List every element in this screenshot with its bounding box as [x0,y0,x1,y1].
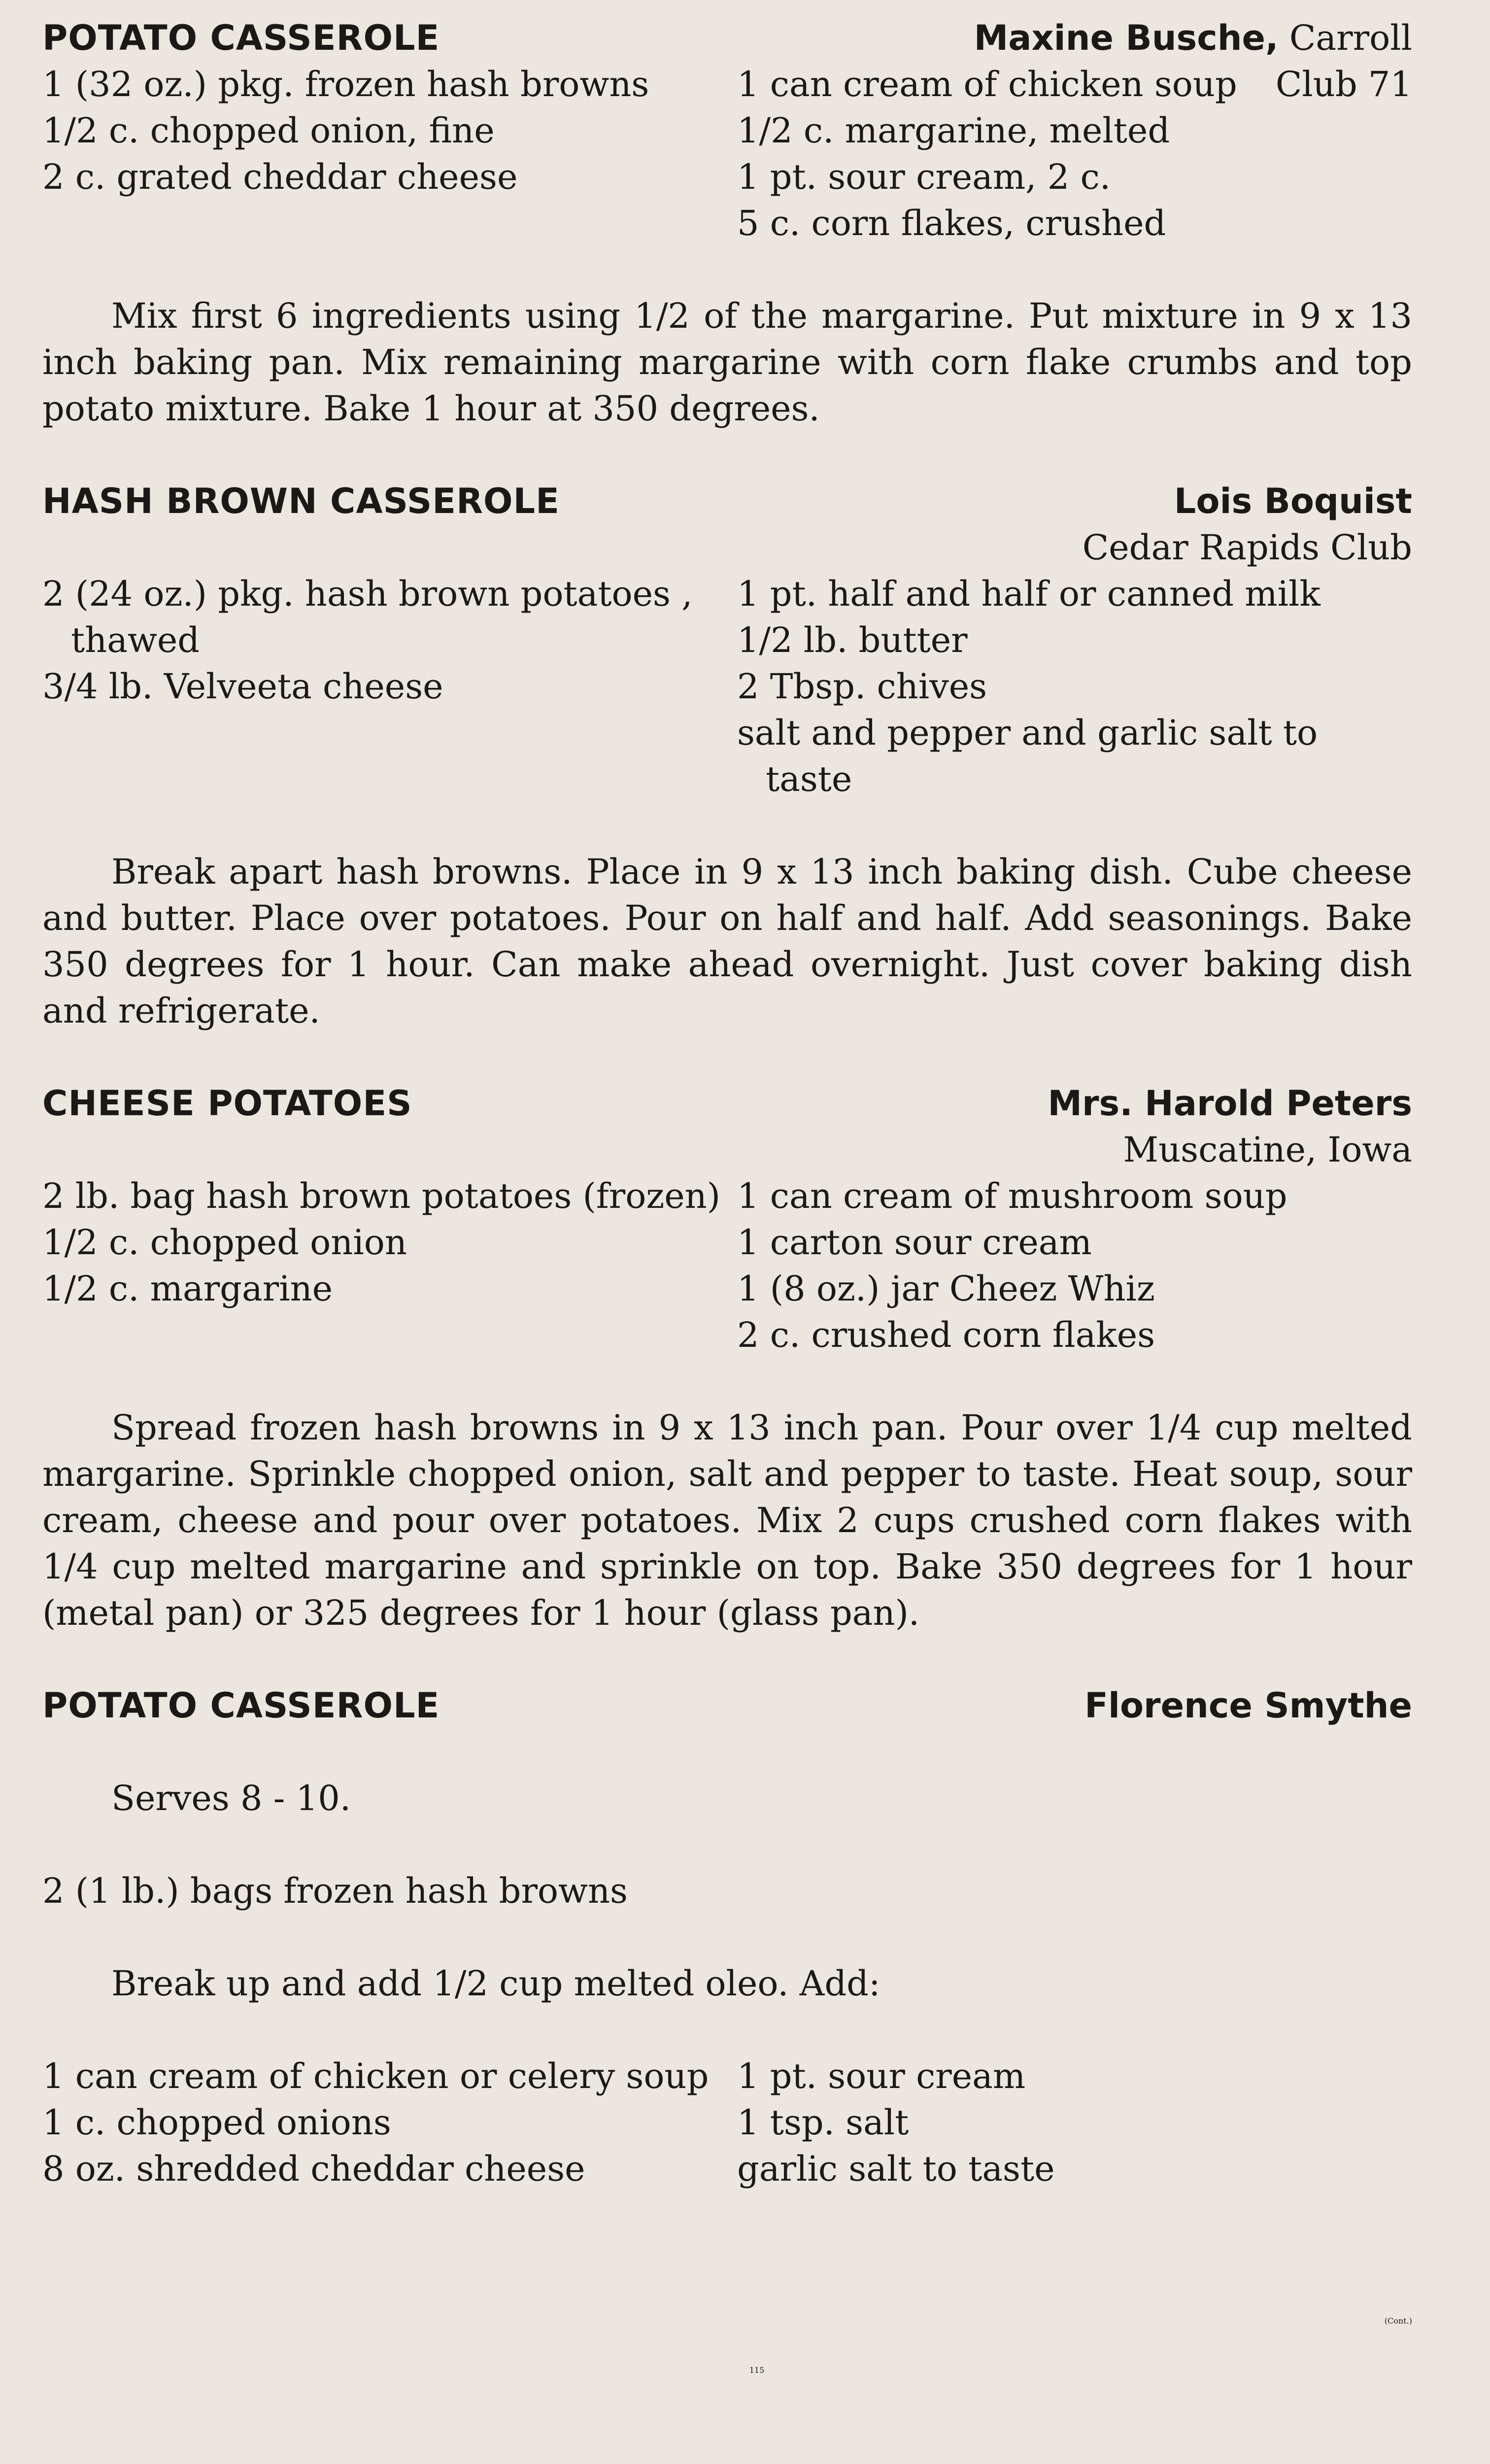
ingredient: 2 Tbsp. chives [737,666,987,707]
contributor-name: Maxine Busche, [974,18,1279,58]
ingredient: 1/2 lb. butter [737,620,968,660]
contributor-club: Club 71 [1275,64,1412,104]
contributor-name: Lois Boquist [1174,481,1412,521]
recipe-title: CHEESE POTATOES [42,1083,412,1124]
contributor-club: Cedar Rapids Club [1082,527,1412,568]
recipe-contributor [1048,1080,1412,1173]
ingredients [42,61,1412,246]
ingredient: 1 tsp. salt [737,2102,909,2143]
contributor-name: Florence Smythe [1084,1685,1412,1726]
continued-note: (Cont.) [1384,2316,1412,2326]
recipe-hash-brown-casserole [42,478,1412,1034]
contributor-location: Muscatine, Iowa [1123,1129,1412,1170]
ingredient: 2 (1 lb.) bags frozen hash browns [42,1871,628,1911]
ingredient: 1/2 c. margarine [42,1268,333,1309]
recipe-directions: Break apart hash browns. Place in 9 x 13 inch baking dish. Cube cheese and butter. Place over potatoes. Pour on half and half. Add seasonings. Bake 350 degrees for 1 hour. Can make ahead overnight. Just cover baking dish and refrigerate. [42,852,1412,1031]
ingredient: 1 can cream of mushroom soup [737,1176,1287,1216]
ingredient: 1 c. chopped onions [42,2102,391,2143]
ingredient: 2 c. grated cheddar cheese [42,157,518,197]
ingredient: 1/2 c. chopped onion [42,1222,407,1263]
recipe-instruction: Break up and add 1/2 cup melted oleo. Add: [111,1963,880,2004]
ingredient: 1 can cream of chicken or celery soup [42,2056,709,2096]
ingredient: 1/2 c. margarine, melted [737,110,1170,151]
ingredient: 2 lb. bag hash brown potatoes (frozen) [42,1176,721,1216]
ingredients-right-column [737,2053,1412,2192]
recipe-cheese-potatoes [42,1080,1412,1636]
ingredient: 1 (32 oz.) pkg. frozen hash browns [42,64,649,104]
ingredients [42,2053,1412,2192]
ingredient: 2 c. crushed corn flakes [737,1315,1155,1355]
ingredient: 1 (8 oz.) jar Cheez Whiz [737,1268,1155,1309]
ingredients-left-column [42,61,737,246]
recipe-serves: Serves 8 - 10. [111,1778,351,1818]
ingredient: 1 pt. sour cream [737,2056,1026,2096]
ingredient: 1/2 c. chopped onion, fine [42,110,495,151]
ingredient: salt and pepper and garlic salt to taste [737,713,1318,799]
ingredients-left-column [42,2053,737,2192]
recipe-header [42,1080,1412,1173]
ingredients-left-column [42,571,737,802]
recipe-title: POTATO CASSEROLE [42,18,440,58]
ingredient: 1 can cream of chicken soup [737,64,1237,104]
spacer [42,1914,1412,1960]
ingredient: 5 c. corn flakes, crushed [737,203,1166,243]
ingredient: 8 oz. shredded cheddar cheese [42,2149,585,2189]
recipe-directions: Spread frozen hash browns in 9 x 13 inch pan. Pour over 1/4 cup melted margarine. Sprinkle chopped onion, salt and pepper to taste. Heat soup, sour cream, cheese and pour over potatoes. Mix 2 cups crushed corn flakes with 1/4 cup melted margarine and sprinkle on top. Bake 350 degrees for 1 hour (metal pan) or 325 degrees for 1 hour (glass pan). [42,1407,1412,1633]
ingredients [42,1173,1412,1358]
ingredients-left-column [42,1173,737,1358]
recipe-title: POTATO CASSEROLE [42,1685,440,1726]
ingredients-right-column [737,571,1412,802]
contributor-location: Carroll [1278,18,1412,58]
cookbook-page [42,15,1412,2192]
recipe-title: HASH BROWN CASSEROLE [42,481,560,521]
ingredient: 3/4 lb. Velveeta cheese [42,666,443,707]
ingredients-right-column [737,61,1412,246]
spacer [42,2007,1412,2053]
ingredients [42,571,1412,802]
recipe-potato-casserole-2 [42,1682,1412,2192]
recipe-potato-casserole-1 [42,15,1412,432]
ingredient: 2 (24 oz.) pkg. hash brown potatoes , thawed [42,574,693,660]
recipe-contributor [1084,1682,1412,1729]
ingredients-right-column [737,1173,1412,1358]
ingredient: 1 carton sour cream [737,1222,1092,1263]
page-number: 115 [749,2365,765,2375]
ingredient: garlic salt to taste [737,2149,1055,2189]
ingredient: 1 pt. half and half or canned milk [737,574,1321,614]
contributor-name: Mrs. Harold Peters [1048,1083,1412,1124]
page-footer [42,2316,1412,2415]
recipe-header [42,1682,1412,1729]
recipe-contributor [1083,478,1412,571]
recipe-header [42,478,1412,571]
recipe-directions: Mix first 6 ingredients using 1/2 of the margarine. Put mixture in 9 x 13 inch baking pan. Mix remaining margarine with corn flake crumbs and top potato mixture. Bake 1 hour at 350 degrees. [42,296,1412,429]
ingredient: 1 pt. sour cream, 2 c. [737,157,1111,197]
spacer [42,1821,1412,1868]
